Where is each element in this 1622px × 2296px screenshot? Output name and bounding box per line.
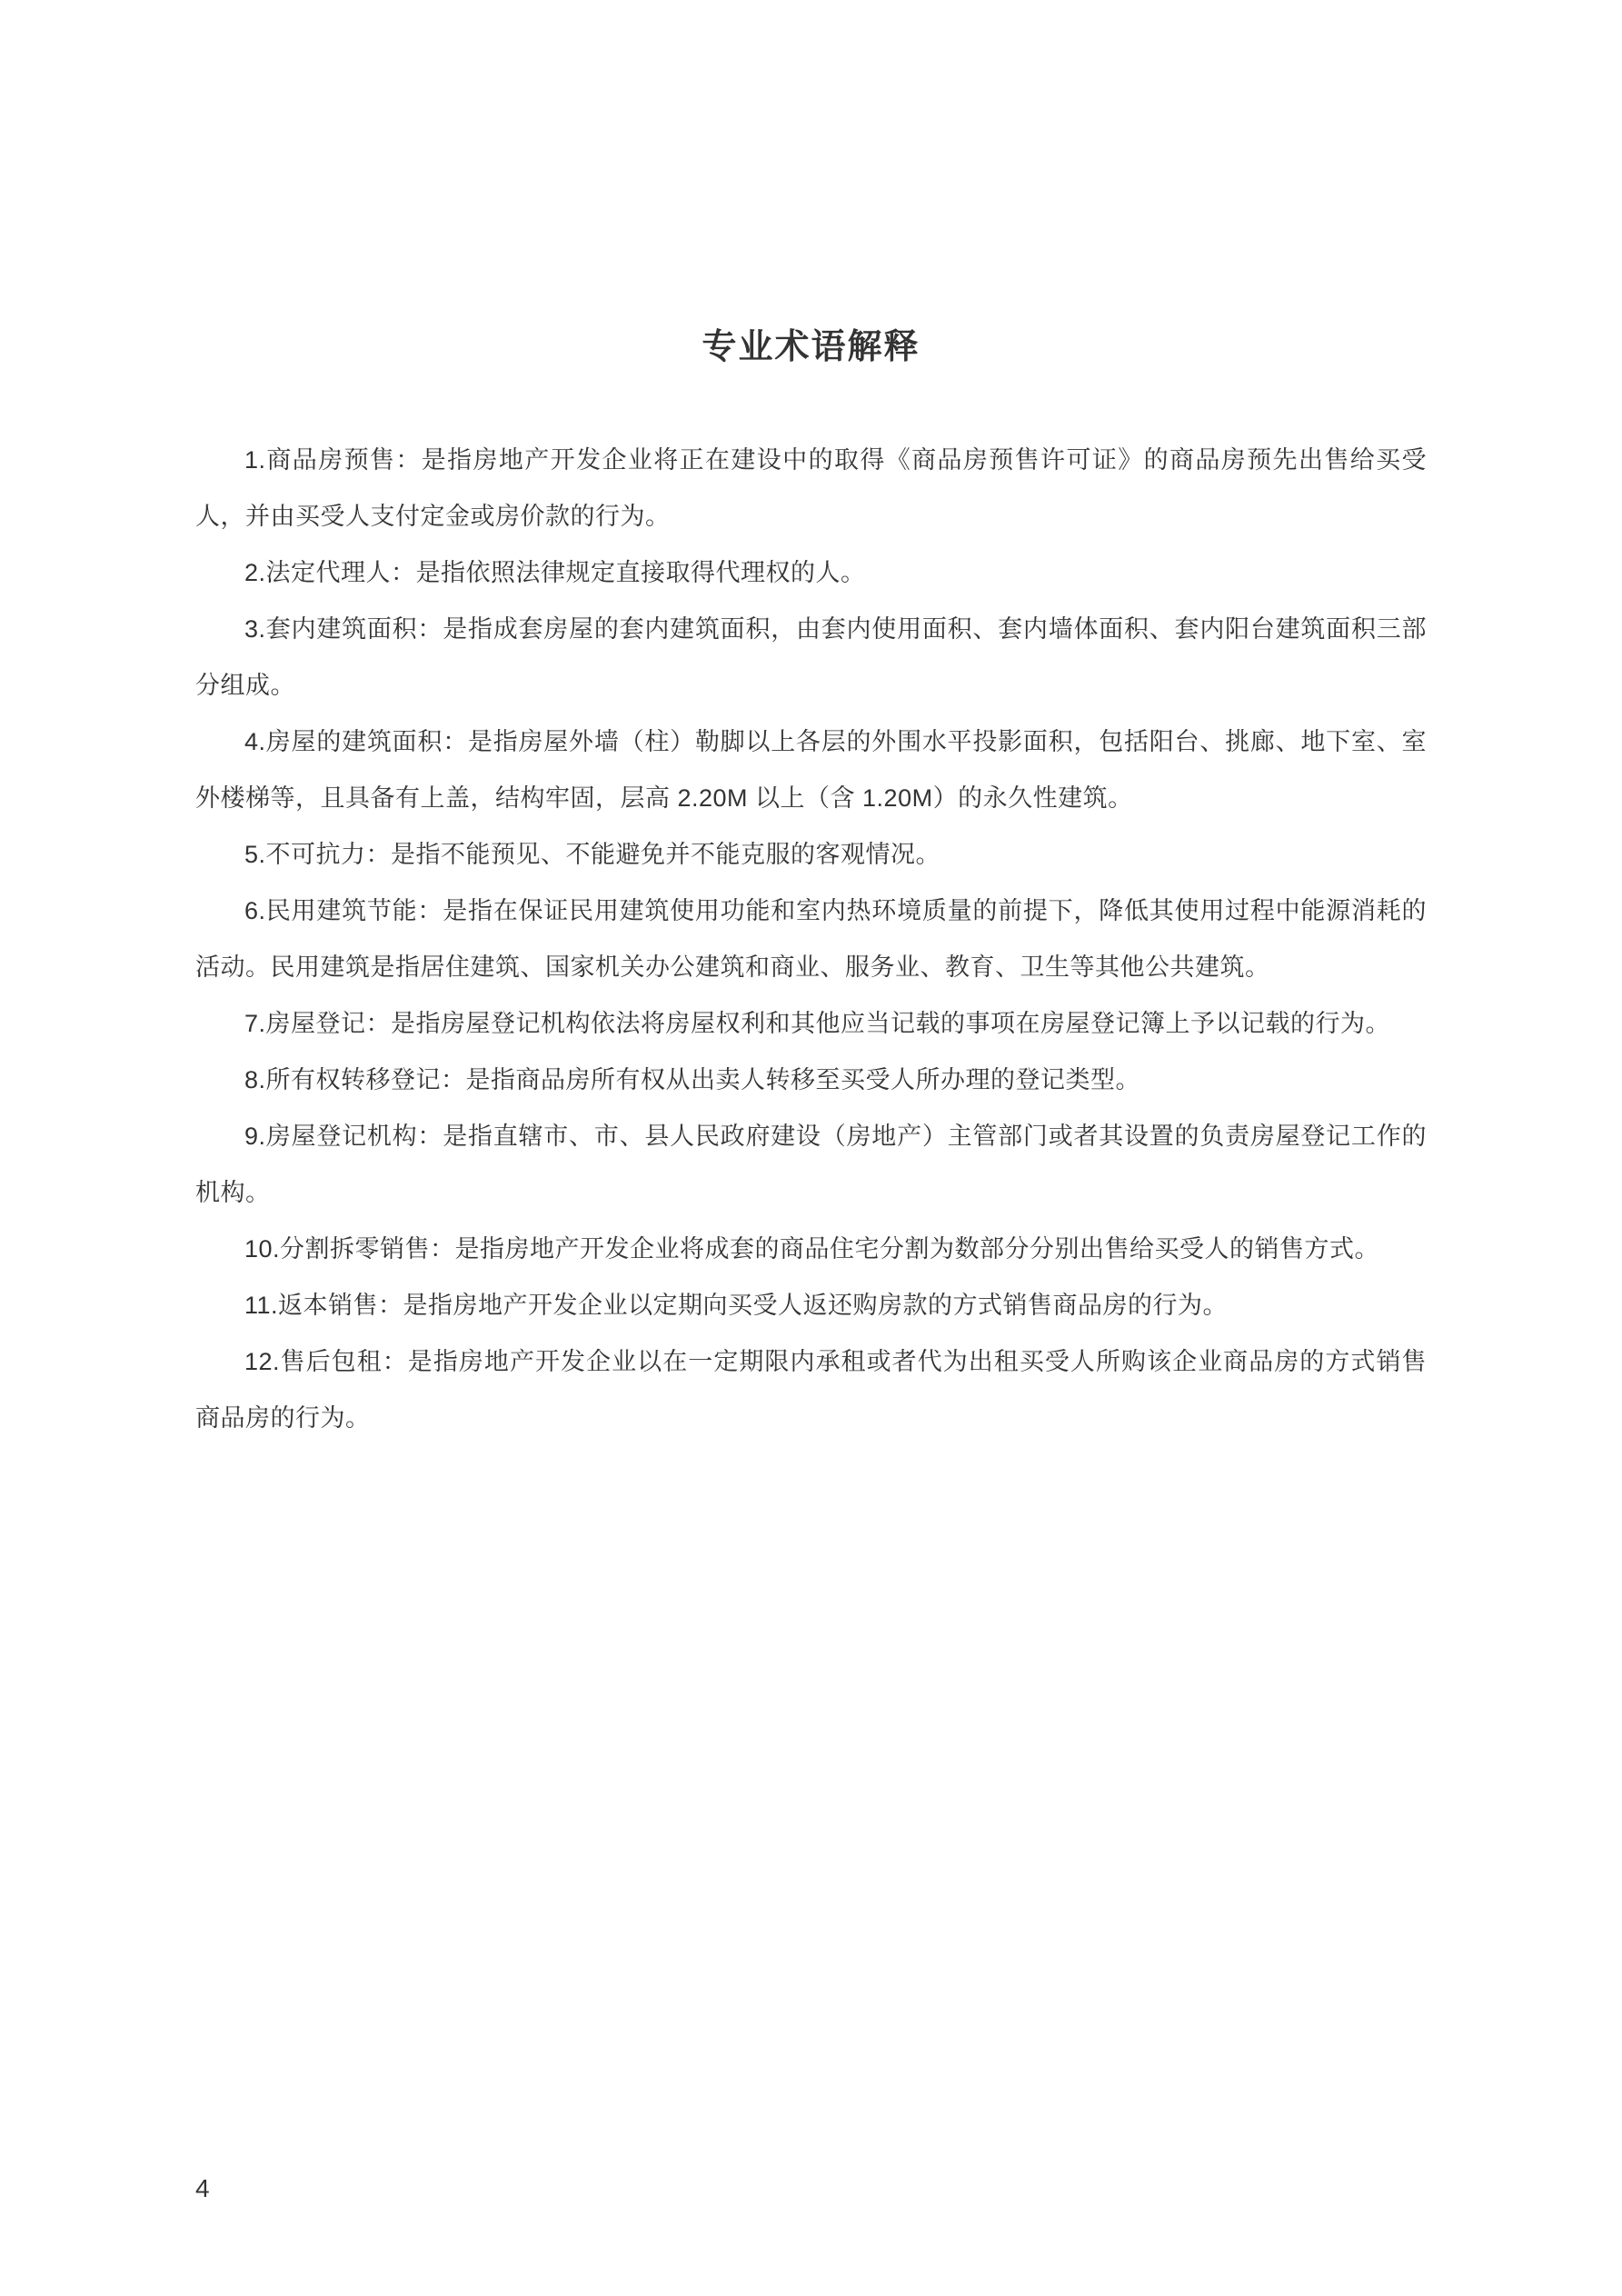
paragraph-term-12: 12.售后包租：是指房地产开发企业以在一定期限内承租或者代为出租买受人所购该企业商品房的方式销售商品房的行为。 xyxy=(195,1348,1427,1432)
paragraph-term-11: 11.返本销售：是指房地产开发企业以定期向买受人返还购房款的方式销售商品房的行为。 xyxy=(244,1292,1229,1319)
paragraph-term-5: 5.不可抗力：是指不能预见、不能避免并不能克服的客观情况。 xyxy=(244,841,941,868)
paragraph-term-10: 10.分割拆零销售：是指房地产开发企业将成套的商品住宅分割为数部分分别出售给买受人的销售方式。 xyxy=(244,1235,1380,1263)
paragraph-term-1: 1.商品房预售：是指房地产开发企业将正在建设中的取得《商品房预售许可证》的商品房预先出售给买受人，并由买受人支付定金或房价款的行为。 xyxy=(195,446,1427,530)
page-number: 4 xyxy=(195,2174,210,2202)
paragraph-term-4: 4.房屋的建筑面积：是指房屋外墙（柱）勒脚以上各层的外围水平投影面积，包括阳台、挑廊、地下室、室外楼梯等，且具备有上盖，结构牢固，层高 2.20M 以上（含 1.20M）的永久性建筑。 xyxy=(195,728,1427,812)
page-title: 专业术语解释 xyxy=(702,328,920,366)
document-body xyxy=(195,432,1427,1446)
paragraph-term-8: 8.所有权转移登记：是指商品房所有权从出卖人转移至买受人所办理的登记类型。 xyxy=(244,1066,1141,1093)
paragraph-term-6: 6.民用建筑节能：是指在保证民用建筑使用功能和室内热环境质量的前提下，降低其使用过程中能源消耗的活动。民用建筑是指居住建筑、国家机关办公建筑和商业、服务业、教育、卫生等其他公共建筑。 xyxy=(195,897,1427,981)
paragraph-term-3: 3.套内建筑面积：是指成套房屋的套内建筑面积，由套内使用面积、套内墙体面积、套内阳台建筑面积三部分组成。 xyxy=(195,615,1427,699)
paragraph-term-2: 2.法定代理人：是指依照法律规定直接取得代理权的人。 xyxy=(244,559,866,586)
paragraph-term-7: 7.房屋登记：是指房屋登记机构依法将房屋权利和其他应当记载的事项在房屋登记簿上予以记载的行为。 xyxy=(244,1010,1391,1037)
paragraph-term-9: 9.房屋登记机构：是指直辖市、市、县人民政府建设（房地产）主管部门或者其设置的负责房屋登记工作的机构。 xyxy=(195,1123,1427,1206)
